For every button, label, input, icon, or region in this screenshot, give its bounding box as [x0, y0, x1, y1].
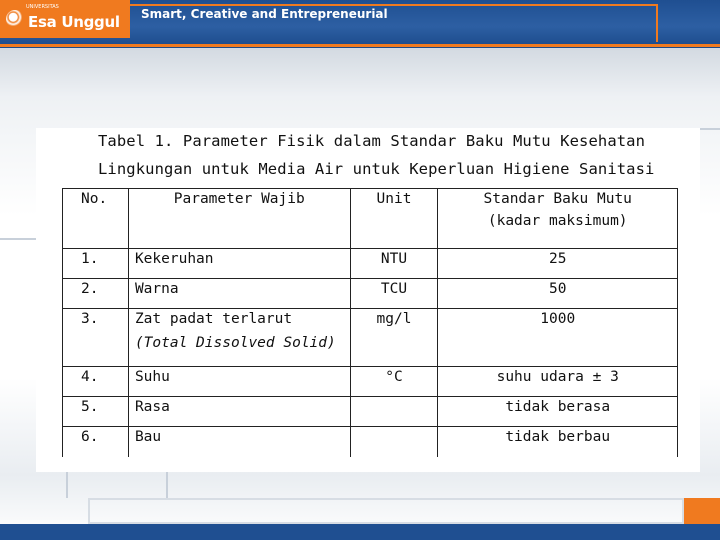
footer-frame [88, 498, 684, 524]
table-row [63, 427, 678, 457]
row-unit: °C [350, 367, 438, 397]
row-no: 4. [63, 367, 129, 397]
table-row [63, 367, 678, 397]
footer-bar [0, 524, 720, 540]
row-parameter-cell [128, 309, 350, 367]
row-unit [350, 397, 438, 427]
row-standard: tidak berasa [438, 397, 678, 427]
header-no: No. [63, 189, 129, 249]
table-row [63, 309, 678, 367]
row-unit [350, 427, 438, 457]
row-no: 5. [63, 397, 129, 427]
decor-line [700, 128, 720, 130]
table-header-row [63, 189, 678, 249]
row-parameter: Zat padat terlarut [134, 311, 293, 327]
row-standard: 25 [438, 249, 678, 279]
row-parameter: Bau [128, 427, 350, 457]
header-unit: Unit [350, 189, 438, 249]
decor-line [66, 472, 68, 498]
decor-line [0, 238, 36, 240]
row-no: 3. [63, 309, 129, 367]
header-standard-title: Standar Baku Mutu [483, 191, 632, 207]
row-no: 2. [63, 279, 129, 309]
row-standard: tidak berbau [438, 427, 678, 457]
row-unit: mg/l [350, 309, 438, 367]
tagline: Smart, Creative and Entrepreneurial [141, 7, 388, 21]
table-caption-line2: Lingkungan untuk Media Air untuk Keperluan Higiene Sanitasi [98, 160, 655, 178]
table-row [63, 397, 678, 427]
header-parameter: Parameter Wajib [128, 189, 350, 249]
parameter-table [62, 188, 678, 457]
row-parameter: Kekeruhan [128, 249, 350, 279]
table-row [63, 279, 678, 309]
brand-small-label: UNIVERSITAS [26, 4, 59, 10]
decor-line [166, 472, 168, 498]
row-parameter-note: (Total Dissolved Solid) [134, 335, 336, 351]
row-parameter: Suhu [128, 367, 350, 397]
row-standard: 1000 [438, 309, 678, 367]
header-standard-sub: (kadar maksimum) [487, 213, 628, 229]
footer-accent [684, 498, 720, 524]
row-unit: TCU [350, 279, 438, 309]
row-parameter: Rasa [128, 397, 350, 427]
brand-logo[interactable] [0, 0, 130, 38]
brand-name: Esa Unggul [28, 13, 120, 31]
table-caption-line1: Tabel 1. Parameter Fisik dalam Standar Baku Mutu Kesehatan [98, 132, 646, 150]
row-unit: NTU [350, 249, 438, 279]
header-bar [0, 0, 720, 48]
row-standard: suhu udara ± 3 [438, 367, 678, 397]
header-standard [438, 189, 678, 249]
row-no: 6. [63, 427, 129, 457]
table-row [63, 249, 678, 279]
row-no: 1. [63, 249, 129, 279]
header-divider [0, 44, 720, 47]
logo-emblem-icon [6, 10, 24, 28]
row-parameter: Warna [128, 279, 350, 309]
row-standard: 50 [438, 279, 678, 309]
